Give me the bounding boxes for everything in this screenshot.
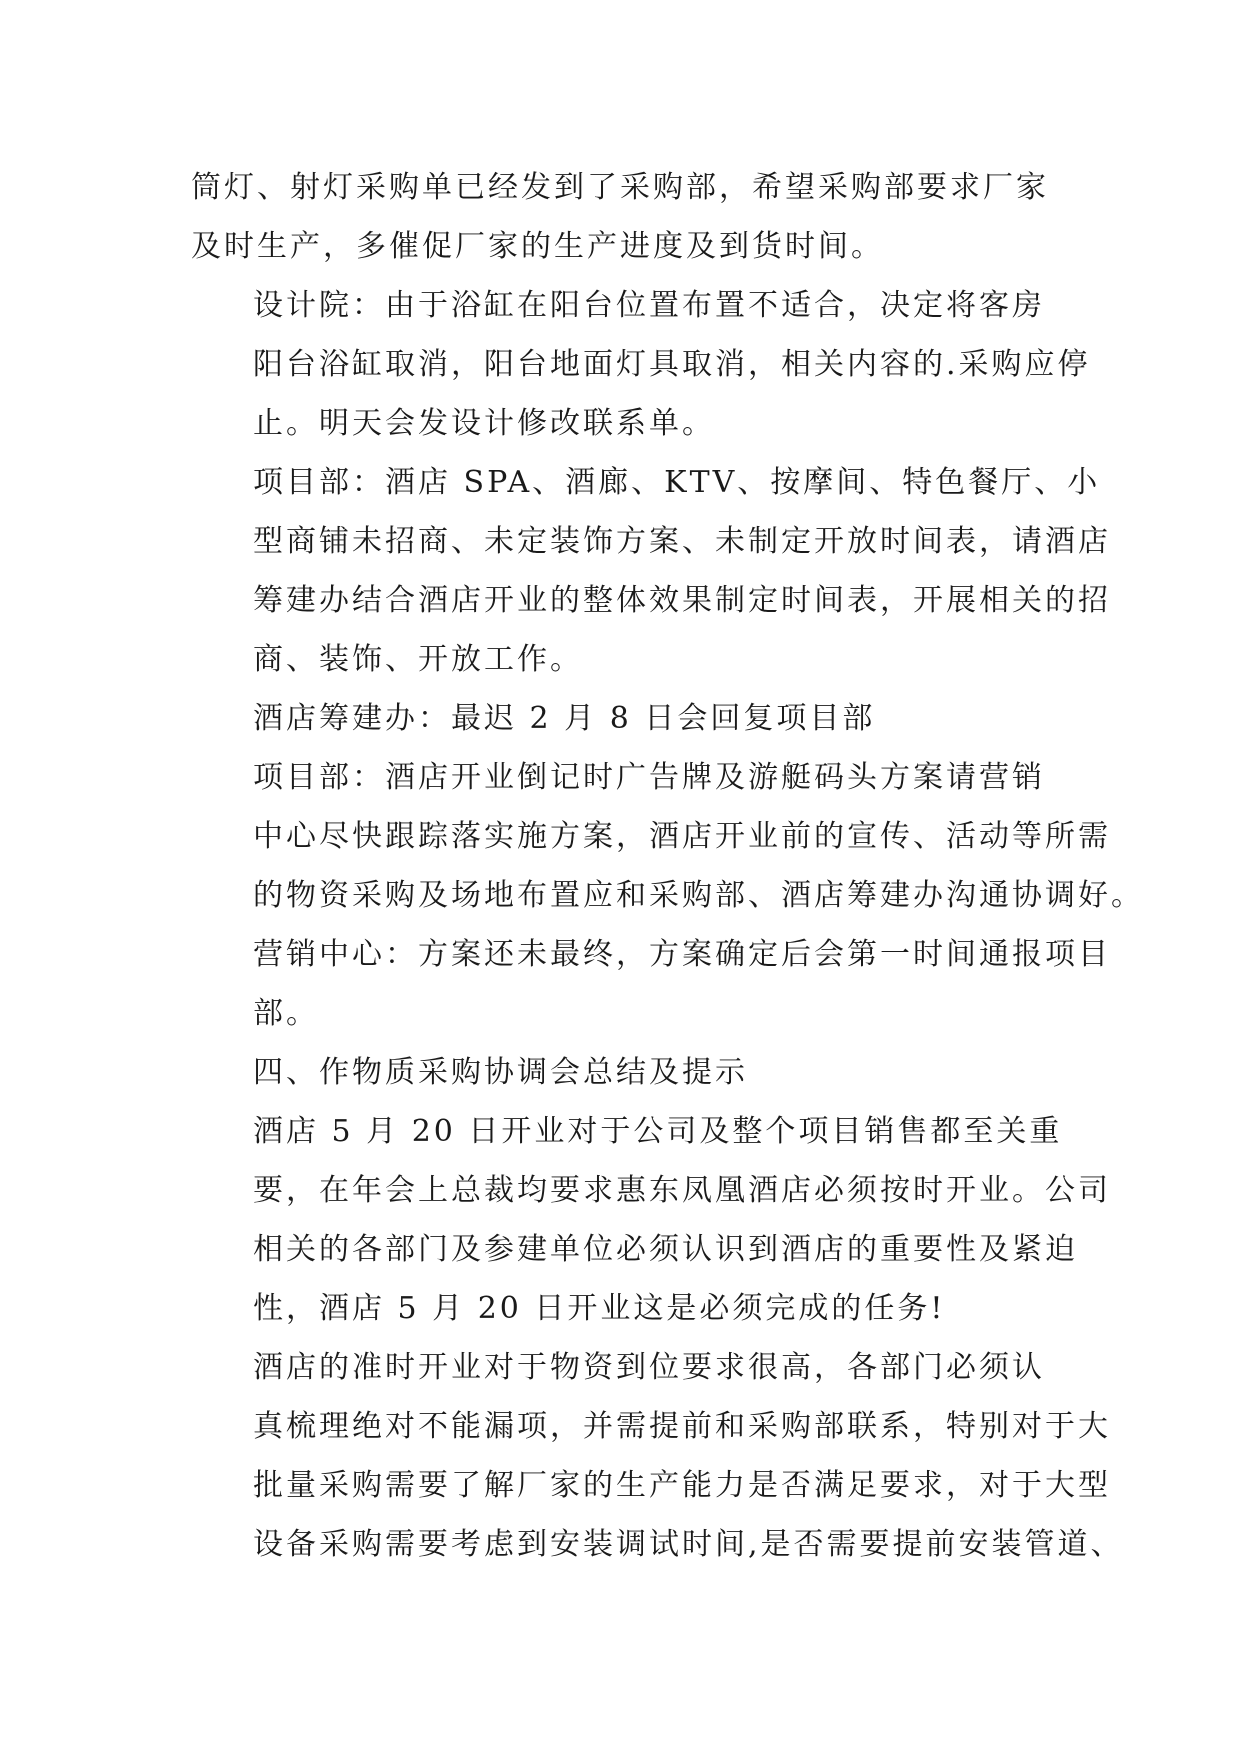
paragraph [191,1102,1111,1338]
text-line: 批量采购需要了解厂家的生产能力是否满足要求，对于大型 [253,1468,1111,1503]
text-line: 筒灯、射灯采购单已经发到了采购部，希望采购部要求厂家 [191,170,1049,205]
paragraph [191,276,1091,453]
paragraph [191,1338,1124,1574]
document-body [191,158,1144,1574]
text-line: 止。明天会发设计修改联系单。 [253,406,715,441]
text-line: 中心尽快跟踪落实施方案，酒店开业前的宣传、活动等所需 [253,819,1111,854]
text-line: 型商铺未招商、未定装饰方案、未制定开放时间表，请酒店 [253,524,1111,559]
paragraph [191,689,1051,748]
text-line: 酒店 5 月 20 日开业对于公司及整个项目销售都至关重 [253,1114,1063,1149]
text-line: 阳台浴缸取消，阳台地面灯具取消，相关内容的.采购应停 [253,347,1091,382]
paragraph [191,158,1051,276]
text-line: 设备采购需要考虑到安装调试时间,是否需要提前安装管道、 [253,1527,1124,1562]
paragraph [191,1043,1051,1102]
text-line: 的物资采购及场地布置应和采购部、酒店筹建办沟通协调好。 [253,878,1144,913]
text-line: 筹建办结合酒店开业的整体效果制定时间表，开展相关的招 [253,583,1111,618]
text-line: 设计院：由于浴缸在阳台位置布置不适合，决定将客房 [253,288,1045,323]
paragraph [191,453,1111,689]
text-line: 酒店的准时开业对于物资到位要求很高，各部门必须认 [253,1350,1045,1385]
text-line: 及时生产，多催促厂家的生产进度及到货时间。 [191,229,884,264]
paragraph [191,748,1144,1043]
text-line: 项目部：酒店 SPA、酒廊、KTV、按摩间、特色餐厅、小 [253,465,1101,500]
text-line: 性，酒店 5 月 20 日开业这是必须完成的任务! [253,1291,946,1326]
text-line: 四、作物质采购协调会总结及提示 [253,1055,748,1090]
text-line: 项目部：酒店开业倒记时广告牌及游艇码头方案请营销 [253,760,1045,795]
text-line: 酒店筹建办：最迟 2 月 8 日会回复项目部 [253,701,876,736]
text-line: 要，在年会上总裁均要求惠东凤凰酒店必须按时开业。公司 [253,1173,1111,1208]
text-line: 部。 [253,996,319,1031]
text-line: 相关的各部门及参建单位必须认识到酒店的重要性及紧迫 [253,1232,1078,1267]
text-line: 商、装饰、开放工作。 [253,642,583,677]
text-line: 营销中心：方案还未最终，方案确定后会第一时间通报项目 [253,937,1111,972]
text-line: 真梳理绝对不能漏项，并需提前和采购部联系，特别对于大 [253,1409,1111,1444]
